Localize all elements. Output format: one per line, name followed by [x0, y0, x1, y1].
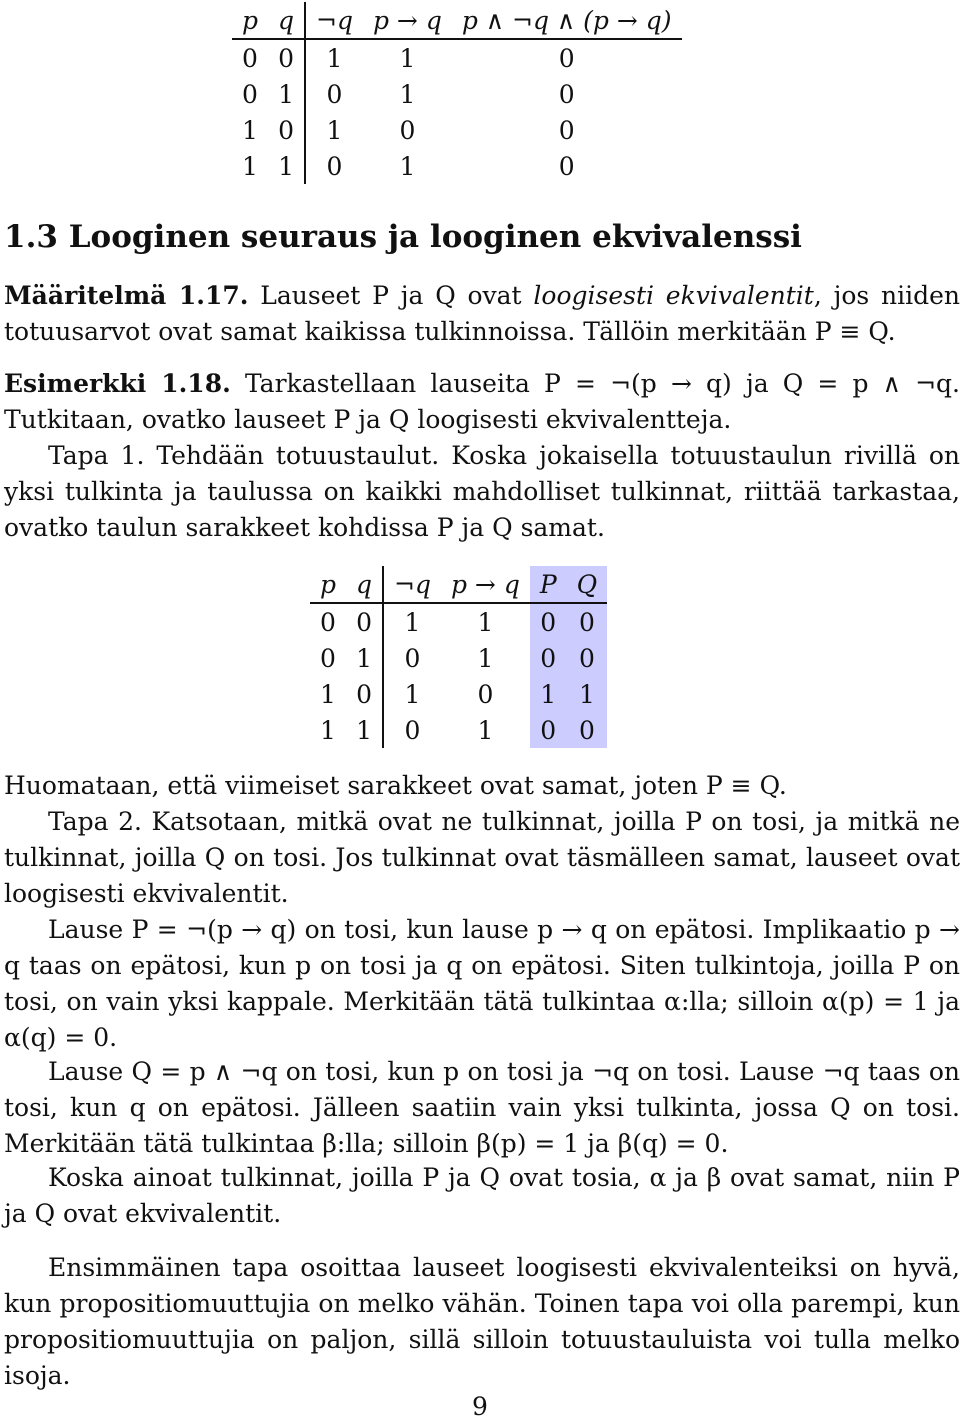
- table-cell: 1: [278, 151, 294, 181]
- table-cell: 1: [278, 79, 294, 109]
- table-row: [310, 676, 607, 712]
- table-header-cell: p → q: [363, 2, 452, 39]
- page-number: 9: [472, 1392, 488, 1421]
- table-cell: 0: [558, 115, 575, 145]
- example-label: Esimerkki 1.18.: [4, 369, 231, 398]
- conclusion-paragraph: Koska ainoat tulkinnat, joilla P ja Q ovat tosia, α ja β ovat samat, niin P ja Q ovat ekvivalentit.: [4, 1163, 960, 1228]
- table-cell: 0: [305, 148, 363, 184]
- table-cell: 0: [558, 151, 575, 181]
- table-cell: 1: [305, 39, 363, 76]
- table-header-cell: P: [530, 566, 567, 603]
- tapa2-paragraph: Tapa 2. Katsotaan, mitkä ovat ne tulkinnat, joilla P on tosi, ja mitkä ne tulkinnat, joilla Q on tosi. Jos tulkinnat ovat täsmälleen samat, lauseet ovat loogisesti ekvivalentit.: [4, 807, 960, 908]
- table-cell: 0: [242, 43, 258, 73]
- table-header-cell: ¬q: [383, 566, 441, 603]
- table-cell: 0: [558, 79, 575, 109]
- table-cell: 0: [530, 640, 567, 676]
- example-text: Tarkastellaan lauseita P = ¬(p → q) ja Q = p ∧ ¬q. Tutkitaan, ovatko lauseet P ja Q loogisesti ekvivalentteja.: [4, 369, 960, 434]
- table-cell: 1: [477, 643, 494, 673]
- table-header-cell: p → q: [441, 566, 530, 603]
- table-cell: 0: [320, 607, 336, 637]
- table-cell: 0: [278, 43, 294, 73]
- table-cell: 0: [399, 115, 416, 145]
- table-row: [232, 39, 682, 76]
- table-header-cell: ¬q: [305, 2, 363, 39]
- table-cell: 1: [383, 676, 441, 712]
- table-cell: 0: [383, 712, 441, 748]
- table-header-row: [310, 566, 607, 603]
- table-cell: 1: [530, 676, 567, 712]
- table-row: [232, 148, 682, 184]
- truth-table-2: [310, 566, 607, 748]
- table-cell: 1: [242, 151, 258, 181]
- tapa1-paragraph: Tapa 1. Tehdään totuustaulut. Koska jokaisella totuustaulun rivillä on yksi tulkinta ja taulussa on kaikki mahdolliset tulkinnat, riittää tarkastaa, ovatko taulun sarakkeet kohdissa P ja Q samat.: [4, 441, 960, 542]
- table-cell: 0: [558, 43, 575, 73]
- definition-text-a: Lauseet P ja Q ovat: [260, 281, 534, 310]
- closing-paragraph: Ensimmäinen tapa osoittaa lauseet loogisesti ekvivalenteiksi on hyvä, kun propositiomuuttujia on melko vähän. Toinen tapa voi olla parempi, kun propositiomuuttujia on paljon, sillä silloin totuustauluista voi tulla melko isoja.: [4, 1253, 960, 1390]
- definition-text-b: , jos niiden totuusarvot ovat samat kaikissa tulkinnoissa. Tällöin merkitään P ≡ Q.: [4, 281, 960, 346]
- observation-paragraph: Huomataan, että viimeiset sarakkeet ovat samat, joten P ≡ Q.: [4, 771, 787, 800]
- table-header-cell: Q: [567, 566, 608, 603]
- table-cell: 0: [567, 712, 608, 748]
- definition-paragraph: [4, 278, 960, 350]
- lause-q-paragraph: Lause Q = p ∧ ¬q on tosi, kun p on tosi ja ¬q on tosi. Lause ¬q taas on tosi, kun q on epätosi. Jälleen saatiin vain yksi tulkinta, jossa Q on tosi. Merkitään tätä tulkintaa β:lla; silloin β(p) = 1 ja β(q) = 0.: [4, 1057, 960, 1158]
- example-paragraph: [4, 366, 960, 438]
- table-cell: 0: [242, 79, 258, 109]
- table-cell: 0: [477, 679, 494, 709]
- table-row: [310, 712, 607, 748]
- table-cell: 1: [356, 715, 372, 745]
- table-cell: 1: [383, 603, 441, 640]
- table-cell: 1: [477, 607, 494, 637]
- table-header-cell: q: [268, 2, 305, 39]
- table-cell: 1: [399, 79, 416, 109]
- table-cell: 1: [399, 151, 416, 181]
- table-row: [310, 603, 607, 640]
- table-cell: 1: [567, 676, 608, 712]
- table-header-cell: p: [310, 566, 346, 603]
- table-row: [232, 112, 682, 148]
- definition-emphasis: loogisesti ekvivalentit: [533, 281, 814, 310]
- definition-label: Määritelmä 1.17.: [4, 281, 249, 310]
- table-cell: 1: [305, 112, 363, 148]
- table-cell: 0: [567, 603, 608, 640]
- table-cell: 1: [242, 115, 258, 145]
- lause-p-paragraph: Lause P = ¬(p → q) on tosi, kun lause p → q on epätosi. Implikaatio p → q taas on epätosi, kun p on tosi ja q on epätosi. Siten tulkintoja, joilla P on tosi, on vain yksi kappale. Merkitään tätä tulkintaa α:lla; silloin α(p) = 1 ja α(q) = 0.: [4, 915, 960, 1052]
- table-cell: 0: [530, 603, 567, 640]
- table-cell: 0: [567, 640, 608, 676]
- table-cell: 0: [356, 679, 372, 709]
- table-row: [232, 76, 682, 112]
- table-cell: 1: [477, 715, 494, 745]
- table-header-cell: q: [346, 566, 383, 603]
- table-header-cell: p ∧ ¬q ∧ (p → q): [452, 2, 682, 39]
- table-cell: 0: [320, 643, 336, 673]
- table-cell: 0: [278, 115, 294, 145]
- truth-table-1: [232, 2, 682, 184]
- table-cell: 1: [320, 679, 336, 709]
- table-row: [310, 640, 607, 676]
- table-cell: 0: [530, 712, 567, 748]
- table-cell: 0: [305, 76, 363, 112]
- table-cell: 1: [320, 715, 336, 745]
- table-header-cell: p: [232, 2, 268, 39]
- table-cell: 0: [356, 607, 372, 637]
- table-header-row: [232, 2, 682, 39]
- table-cell: 0: [383, 640, 441, 676]
- table-cell: 1: [356, 643, 372, 673]
- section-title: 1.3 Looginen seuraus ja looginen ekvivalenssi: [4, 219, 802, 255]
- table-cell: 1: [399, 43, 416, 73]
